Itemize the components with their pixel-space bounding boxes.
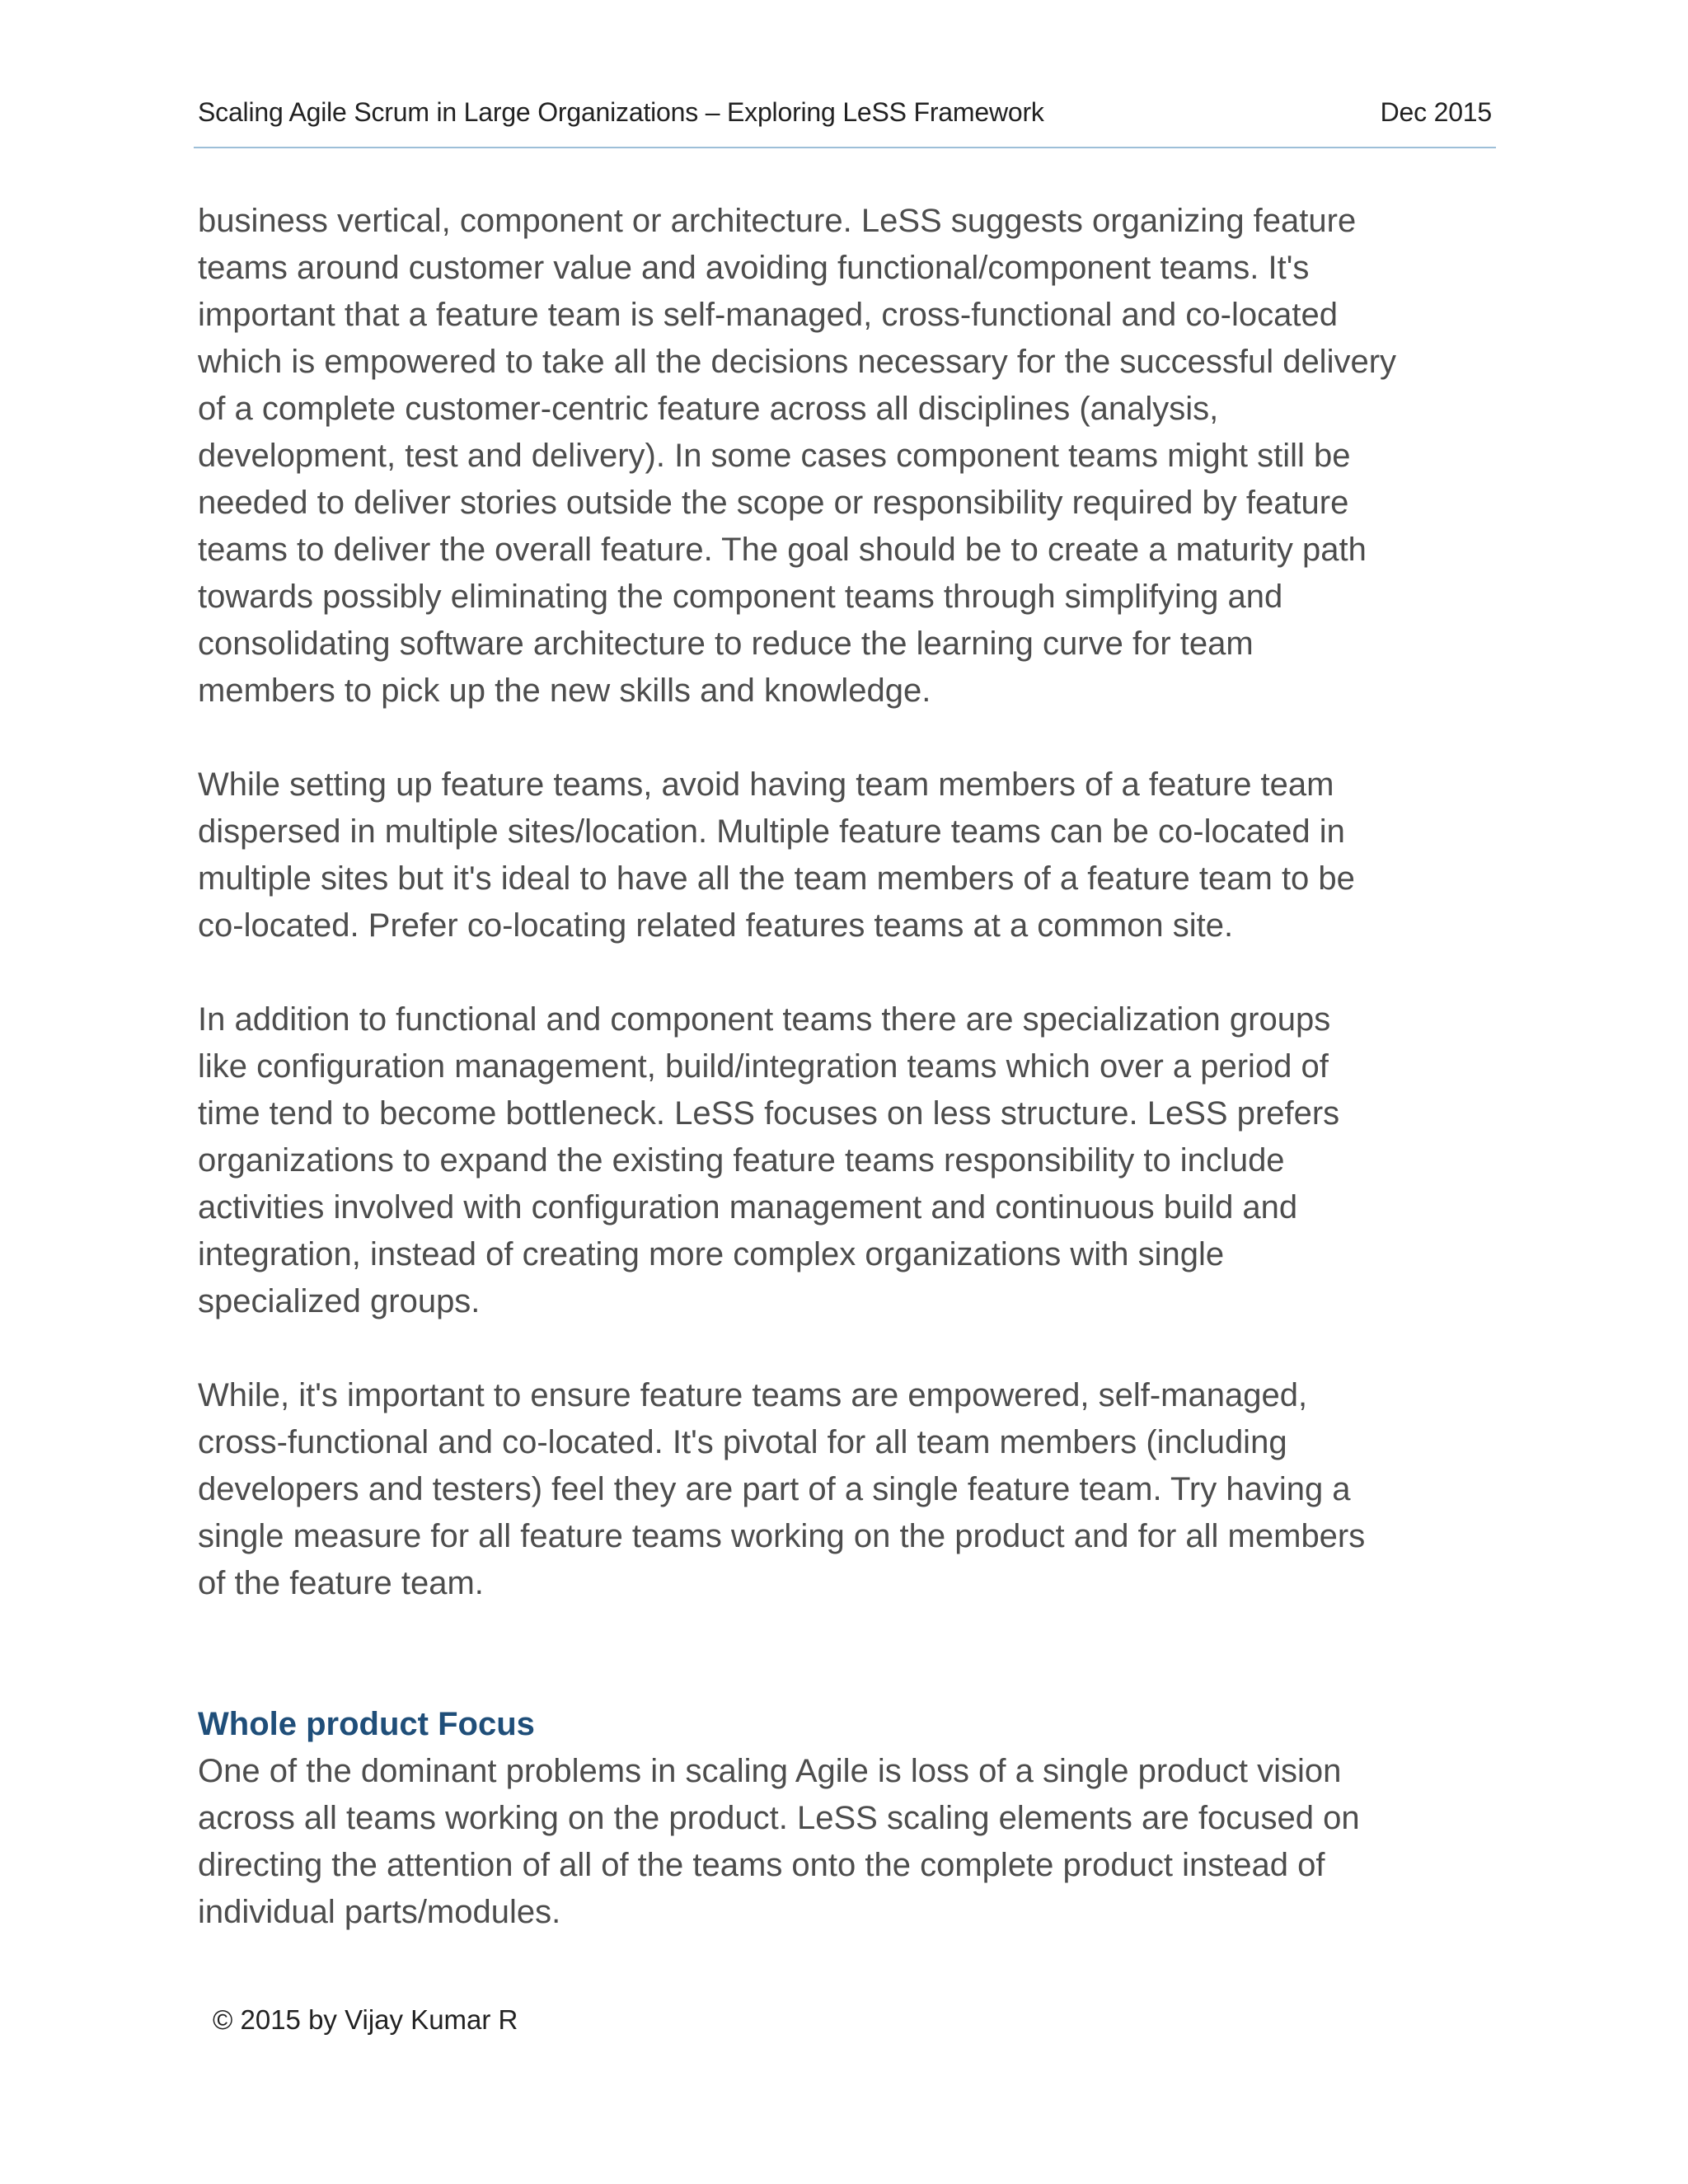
header-title: Scaling Agile Scrum in Large Organizations – Exploring LeSS Framework: [198, 97, 1044, 127]
header-date: Dec 2015: [1380, 97, 1492, 127]
section-paragraph: One of the dominant problems in scaling Agile is loss of a single product vision across all teams working on the product. LeSS scaling elements are focused on directing the attention of all of the teams onto the complete product instead of individual parts/modules.: [198, 1753, 1360, 1930]
body-paragraph-2: While setting up feature teams, avoid having team members of a feature team dispersed in multiple sites/location. Multiple feature teams can be co-located in multiple sites but it's ideal to have all the team members of a feature team to be co-located. Prefer co-locating related features teams at a common site.: [198, 766, 1355, 944]
page-header: [198, 97, 1492, 138]
body-paragraph-4: While, it's important to ensure feature teams are empowered, self-managed, cross-functional and co-located. It's pivotal for all team members (including developers and testers) feel they are part of a single feature team. Try having a single measure for all feature teams working on the product and for all members of the feature team.: [198, 1377, 1366, 1601]
body-paragraph-3: In addition to functional and component teams there are specialization groups like configuration management, build/integration teams which over a period of time tend to become bottleneck. LeSS focuses on less structure. LeSS prefers organizations to expand the existing feature teams responsibility to include activities involved with configuration management and continuous build and integration, instead of creating more complex organizations with single specialized groups.: [198, 1001, 1340, 1319]
page-footer-copyright: © 2015 by Vijay Kumar R: [213, 2004, 518, 2035]
body-paragraph-1: business vertical, component or architecture. LeSS suggests organizing feature teams around customer value and avoiding functional/component teams. It's important that a feature team is self-managed, cross-functional and co-located which is empowered to take all the decisions necessary for the successful delivery of a complete customer-centric feature across all disciplines (analysis, development, test and delivery). In some cases component teams might still be needed to deliver stories outside the scope or responsibility required by feature teams to deliver the overall feature. The goal should be to create a maturity path towards possibly eliminating the component teams through simplifying and consolidating software architecture to reduce the learning curve for team members to pick up the new skills and knowledge.: [198, 203, 1397, 709]
page-content: [198, 198, 1500, 1983]
header-divider: [194, 147, 1496, 148]
section-heading: Whole product Focus: [198, 1706, 535, 1742]
